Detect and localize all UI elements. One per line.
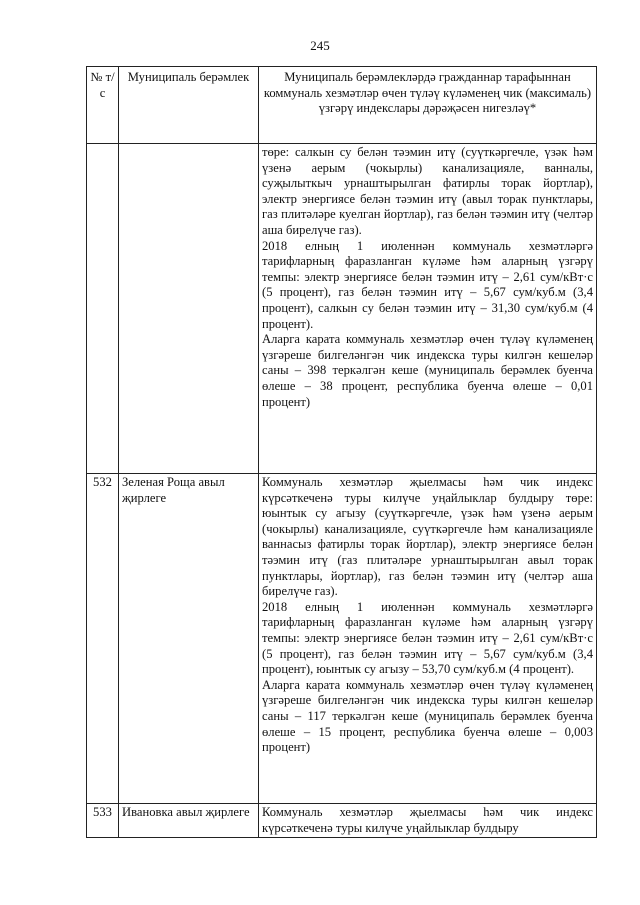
- row-municipality: Зеленая Роща авыл җирлеге: [119, 474, 259, 804]
- row-paragraph: 2018 елның 1 июленнән коммуналь хезмәтләргә тарифларның фаразланган күләме һәм аларның үзгәрү темпы: электр энергиясе белән тәэмин итү – 2,61 сум/кВт·с (5 процент), газ белән тәэмин итү – 5,67 сум/куб.м (3,4 процент), салкын су белән тәэмин итү – 31,30 сум/куб.м (4 процент).: [262, 238, 593, 331]
- table-row: [87, 804, 597, 838]
- row-municipality: Ивановка авыл җирлеге: [119, 804, 259, 838]
- row-description: [259, 474, 597, 804]
- table-header-row: [87, 67, 597, 144]
- row-paragraph: Коммуналь хезмәтләр җыелмасы һәм чик индекс күрсәткеченә туры килүче уңайлыклар булдыру төре: юынтык су агызу (суүткәргечле, үзәк һәм үзенә аерым (чокырлы) канализацияле, суүткәргечле һәм канализацияле ваннасыз фатирлы торак йортлар), электр энергиясе белән тәэмин итү (газ плитәләре урнаштырылган авыл торак пунктлары, йортлар), газ белән тәэмин итү (челтәр аша бирелүче газ).: [262, 475, 593, 599]
- row-number: 533: [87, 804, 119, 838]
- row-paragraph: Аларга карата коммуналь хезмәтләр өчен түләү күләменең үзгәреше билгеләнгән чик индекска туры килгән кешеләр саны – 398 теркәлгән кеше (муниципаль берәмлек буенча өлеше – 38 процент, республика буенча өлеше – 0,01 процент): [262, 332, 593, 409]
- row-paragraph: 2018 елның 1 июленнән коммуналь хезмәтләргә тарифларның фаразланган күләме һәм аларның үзгәрү темпы: электр энергиясе белән тәэмин итү – 2,61 сум/кВт·с (5 процент), газ белән тәэмин итү – 5,67 сум/куб.м (3,4 процент), юынтык су агызу – 53,70 сум/куб.м (4 процент).: [262, 599, 593, 677]
- indices-table: [86, 66, 597, 838]
- header-number: № т/с: [87, 67, 119, 144]
- row-paragraph: төре: салкын су белән тәэмин итү (суүткәргечле, үзәк һәм үзенә аерым (чокырлы) канализацияле, ванналы, суҗылыткыч урнаштырылган фатирлы торак йортлар), электр энергиясе белән тәэмин итү (авыл торак пунктлары, газ плитәләре куелган йортлар), газ белән тәэмин итү (челтәр аша бирелүче газ).: [262, 145, 593, 237]
- row-description: [259, 804, 597, 838]
- row-paragraph: Коммуналь хезмәтләр җыелмасы һәм чик индекс күрсәткеченә туры килүче уңайлыклар булдыру: [262, 805, 593, 835]
- row-number: 532: [87, 474, 119, 804]
- row-municipality: [119, 144, 259, 474]
- page-number: 245: [310, 38, 330, 53]
- header-index-text: Муниципаль берәмлекләрдә гражданнар тарафыннан коммуналь хезмәтләр өчен түләү күләменең чик (максималь) үзгәрү индекслары дәрәҗәсен нигезләү*: [259, 67, 597, 144]
- row-number: [87, 144, 119, 474]
- table-row: [87, 474, 597, 804]
- table-row: [87, 144, 597, 474]
- row-paragraph: Аларга карата коммуналь хезмәтләр өчен түләү күләменең үзгәреше билгеләнгән чик индекска туры килгән кешеләр саны – 117 теркәлгән кеше (муниципаль берәмлек буенча өлеше – 15 процент, республика буенча өлеше – 0,003 процент): [262, 677, 593, 755]
- row-description: [259, 144, 597, 474]
- header-municipality: Муниципаль берәмлек: [119, 67, 259, 144]
